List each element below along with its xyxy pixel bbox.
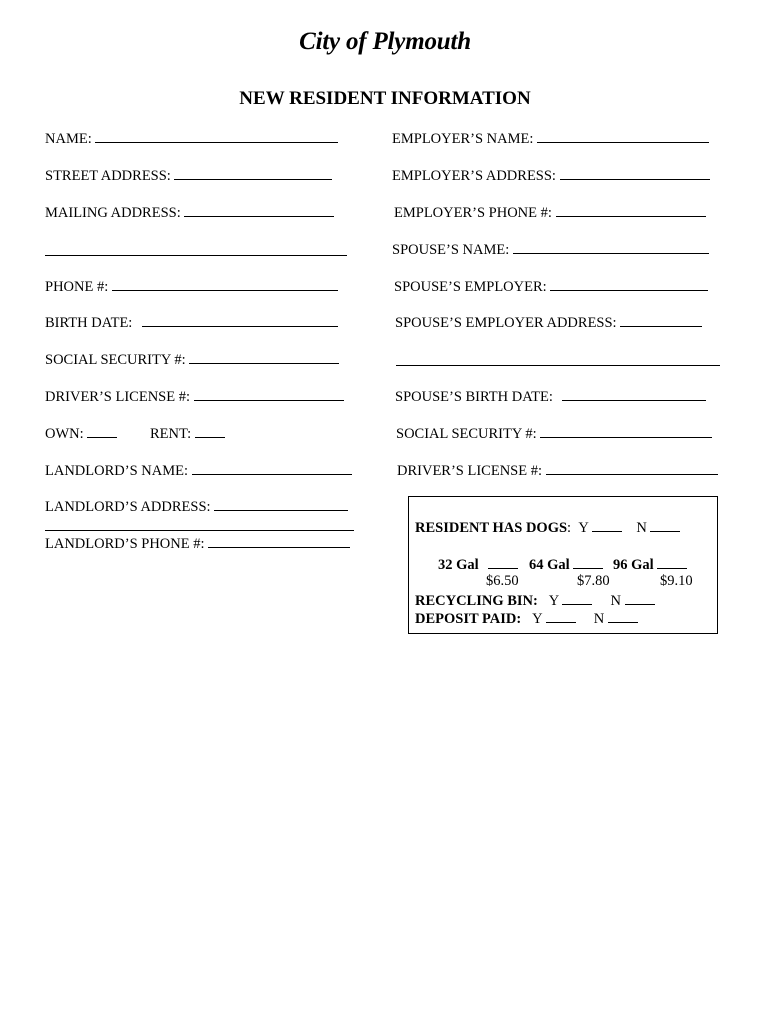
mailing-address-label: MAILING ADDRESS: [45, 205, 181, 221]
name-field[interactable] [45, 128, 338, 148]
bin-96-price: $9.10 [660, 573, 693, 589]
spouse-name-field[interactable] [392, 239, 709, 259]
mailing-address-line-2[interactable] [45, 255, 347, 256]
spouse-birth-date-blank[interactable] [562, 386, 706, 401]
deposit-no-blank[interactable] [608, 608, 638, 623]
phone-blank[interactable] [112, 276, 338, 291]
recycling-yes-blank[interactable] [562, 590, 592, 605]
dogs-no-label: N [636, 520, 647, 536]
recycling-yes-label: Y [548, 593, 559, 609]
street-address-label: STREET ADDRESS: [45, 168, 171, 184]
landlord-phone-blank[interactable] [208, 533, 350, 548]
form-heading: NEW RESIDENT INFORMATION [239, 88, 531, 109]
employer-name-field[interactable] [392, 128, 709, 148]
phone-label: PHONE #: [45, 279, 109, 295]
dogs-yes-blank[interactable] [592, 517, 622, 532]
bin-32-blank[interactable] [488, 554, 518, 569]
bin-32-price: $6.50 [486, 573, 519, 589]
bin-96-blank[interactable] [657, 554, 687, 569]
bin-96-option [613, 554, 687, 574]
spouse-drivers-license-blank[interactable] [546, 460, 718, 475]
spouse-employer-address-line-2[interactable] [396, 365, 720, 366]
rent-blank[interactable] [195, 423, 225, 438]
own-field[interactable] [45, 423, 117, 443]
bin-64-blank[interactable] [573, 554, 603, 569]
employer-name-blank[interactable] [537, 128, 709, 143]
bin-64-option [529, 554, 603, 574]
spouse-employer-address-field[interactable] [395, 312, 702, 332]
landlord-phone-label: LANDLORD’S PHONE #: [45, 536, 205, 552]
landlord-name-label: LANDLORD’S NAME: [45, 463, 188, 479]
phone-field[interactable] [45, 276, 338, 296]
landlord-address-blank[interactable] [214, 496, 348, 511]
spouse-employer-field[interactable] [394, 276, 708, 296]
street-address-field[interactable] [45, 165, 332, 185]
social-security-label: SOCIAL SECURITY #: [45, 352, 186, 368]
spouse-name-blank[interactable] [513, 239, 709, 254]
dogs-label: RESIDENT HAS DOGS [415, 520, 568, 536]
landlord-address-field[interactable] [45, 496, 348, 516]
recycling-row [415, 590, 655, 610]
name-label: NAME: [45, 131, 92, 147]
landlord-address-label: LANDLORD’S ADDRESS: [45, 499, 211, 515]
drivers-license-label: DRIVER’S LICENSE #: [45, 389, 190, 405]
bin-96-label: 96 Gal [613, 557, 654, 573]
birth-date-field[interactable] [45, 312, 338, 332]
bin-32-label: 32 Gal [438, 557, 479, 573]
birth-date-label: BIRTH DATE: [45, 315, 133, 331]
employer-phone-field[interactable] [394, 202, 706, 222]
landlord-name-blank[interactable] [192, 460, 352, 475]
drivers-license-field[interactable] [45, 386, 344, 406]
spouse-employer-address-blank[interactable] [620, 312, 702, 327]
bin-64-price: $7.80 [577, 573, 610, 589]
employer-phone-label: EMPLOYER’S PHONE #: [394, 205, 552, 221]
bin-64-label: 64 Gal [529, 557, 570, 573]
name-blank[interactable] [95, 128, 338, 143]
spouse-drivers-license-field[interactable] [397, 460, 718, 480]
bin-32-option [438, 554, 518, 574]
dogs-colon: : [567, 520, 572, 536]
recycling-no-blank[interactable] [625, 590, 655, 605]
birth-date-blank[interactable] [142, 312, 338, 327]
social-security-field[interactable] [45, 349, 339, 369]
social-security-blank[interactable] [189, 349, 339, 364]
spouse-social-security-blank[interactable] [540, 423, 712, 438]
rent-label: RENT: [150, 426, 192, 442]
dogs-yes-label: Y [578, 520, 589, 536]
landlord-name-field[interactable] [45, 460, 352, 480]
spouse-social-security-label: SOCIAL SECURITY #: [396, 426, 537, 442]
deposit-yes-blank[interactable] [546, 608, 576, 623]
recycling-no-label: N [610, 593, 621, 609]
spouse-birth-date-label: SPOUSE’S BIRTH DATE: [395, 389, 553, 405]
mailing-address-field[interactable] [45, 202, 334, 222]
employer-address-blank[interactable] [560, 165, 710, 180]
spouse-employer-blank[interactable] [550, 276, 708, 291]
landlord-phone-field[interactable] [45, 533, 350, 553]
recycling-label: RECYCLING BIN: [415, 593, 538, 609]
employer-address-field[interactable] [392, 165, 710, 185]
landlord-address-line-2[interactable] [45, 530, 354, 531]
rent-field[interactable] [150, 423, 225, 443]
dogs-row [415, 517, 680, 537]
deposit-no-label: N [593, 611, 605, 627]
own-label: OWN: [45, 426, 84, 442]
spouse-name-label: SPOUSE’S NAME: [392, 242, 510, 258]
spouse-drivers-license-label: DRIVER’S LICENSE #: [397, 463, 542, 479]
deposit-row [415, 608, 638, 628]
deposit-yes-label: Y [532, 611, 543, 627]
mailing-address-blank[interactable] [184, 202, 334, 217]
employer-address-label: EMPLOYER’S ADDRESS: [392, 168, 556, 184]
own-blank[interactable] [87, 423, 117, 438]
deposit-label: DEPOSIT PAID: [415, 611, 522, 627]
spouse-social-security-field[interactable] [396, 423, 712, 443]
employer-name-label: EMPLOYER’S NAME: [392, 131, 534, 147]
street-address-blank[interactable] [174, 165, 332, 180]
spouse-employer-label: SPOUSE’S EMPLOYER: [394, 279, 547, 295]
employer-phone-blank[interactable] [556, 202, 706, 217]
page-title: City of Plymouth [299, 28, 471, 55]
dogs-no-blank[interactable] [650, 517, 680, 532]
spouse-employer-address-label: SPOUSE’S EMPLOYER ADDRESS: [395, 315, 617, 331]
drivers-license-blank[interactable] [194, 386, 344, 401]
spouse-birth-date-field[interactable] [395, 386, 706, 406]
